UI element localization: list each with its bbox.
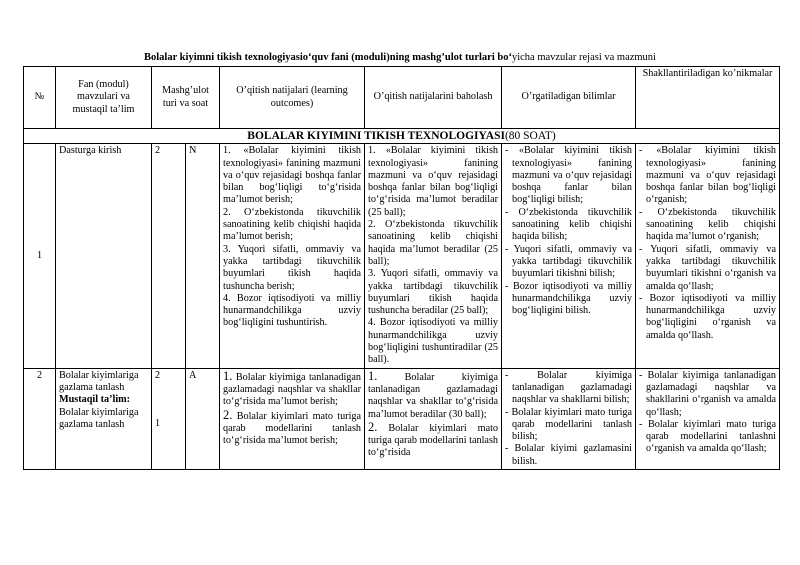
independent-study-label: Mustaqil ta’lim: xyxy=(59,394,131,406)
assessment-item: 1. Bolalar kiyimiga tanlanadigan gazlamadagi naqshlar va shakllar to‘g‘risida ma’lumot beradilar (30 ball); xyxy=(368,368,499,420)
section-row xyxy=(24,129,780,144)
document-title xyxy=(0,52,800,63)
row-topic xyxy=(56,368,152,469)
table-header-row xyxy=(24,67,780,129)
knowledge-item: - Bolalar kiyimi gazlamasini bilish. xyxy=(505,443,633,467)
document-title-bold: Bolalar kiyimni tikish texnologiyasiо‘quv fani (moduli)ning mashg’ulot turlari bo‘ xyxy=(144,52,512,63)
header-assessment: O’qitish natijalarini baholash xyxy=(365,67,502,129)
row-number: 1 xyxy=(24,144,56,368)
skill-item: - Yuqori sifatli, ommaviy va yakka tartibdagi tikuvchilik buyumlari tikishni o‘rganish va amalda qo‘llash; xyxy=(639,243,777,292)
knowledge-item: - Bolalar kiyimiga tanlanadigan gazlamadagi naqshlar va shakllarni bilish; xyxy=(505,369,633,406)
assessment-item: 1. «Bolalar kiyimini tikish texnologiyasi» fanining mazmuni va o‘quv rejasidagi boshqa fanlar bilan bog‘liqligi to‘g‘risida ma’lumot beradilar (25 ball); xyxy=(368,145,499,218)
row-topic-title: Bolalar kiyimlariga gazlama tanlash xyxy=(59,369,139,393)
row-hours-independent: 1 xyxy=(155,417,161,429)
row-knowledge xyxy=(502,368,636,469)
row-hours: 2 1 xyxy=(152,368,186,469)
skill-item: - «Bolalar kiyimini tikish texnologiyasi» fanining mazmuni va o‘quv rejasidagi boshqa fanlar bilan bog‘liqligi o‘rganish; xyxy=(639,145,777,206)
header-skills: Shakllantiriladigan ko’nikmalar xyxy=(636,67,780,129)
assessment-item: 4. Bozor iqtisodiyoti va milliy hunarmandchilikga uzviy bog‘liqligini tushuntiradilar (25 ball). xyxy=(368,317,499,366)
section-title-bold: BOLALAR KIYIMINI TIKISH TEXNOLOGIYASI xyxy=(247,130,505,142)
row-knowledge xyxy=(502,144,636,368)
row-hours: 2 xyxy=(152,144,186,368)
assessment-item: 2. O‘zbekistonda tikuvchilik sanoatining kelib chiqishi haqida ma’lumot beradilar (25 ball); xyxy=(368,219,499,267)
skill-item: - Bozor iqtisodiyoti va milliy hunarmandchilikga uzviy bog‘liqligini o‘rganish va amalda qo‘llash. xyxy=(639,292,777,341)
knowledge-item: - «Bolalar kiyimini tikish texnologiyasi» fanining mazmuni va o‘quv rejasidagi boshqa fanlar bilan bog‘liqligi bilish; xyxy=(505,145,633,206)
assessment-item: 3. Yuqori sifatli, ommaviy va yakka tartibdagi tikuvchilik buyumlari tikish haqida tushuncha beradilar (25 ball); xyxy=(368,268,499,317)
independent-study-topic: Bolalar kiyimlariga gazlama tanlash xyxy=(59,406,139,430)
document-title-rest: yicha mavzular rejasi va mazmuni xyxy=(511,52,656,63)
outcome-item: 2. Bolalar kiyimlari mato turiga qarab modellarini tanlash to‘g‘risida ma’lumot berish; xyxy=(223,407,362,447)
knowledge-item: - Bozor iqtisodiyoti va milliy hunarmandchilikga uzviy bog‘liqligini bilish. xyxy=(505,280,633,317)
row-type: A xyxy=(186,368,220,469)
header-topics: Fan (modul) mavzulari va mustaqil ta’lim xyxy=(56,67,152,129)
outcome-item: 3. Yuqori sifatli, ommaviy va yakka tartibdagi tikuvchilik buyumlari tikish haqida tushuncha berish; xyxy=(223,243,362,292)
row-type: N xyxy=(186,144,220,368)
header-lesson-type: Mashg’ulot turi va soat xyxy=(152,67,220,129)
header-outcomes: O’qitish natijalari (learning outcomes) xyxy=(220,67,365,129)
table-row xyxy=(24,368,780,469)
skill-item: - Bolalar kiyimlari mato turiga qarab modellarini tanlashni o‘rganish va amalda qo‘llash; xyxy=(639,418,777,455)
section-title-rest: (80 SOAT) xyxy=(504,130,556,142)
row-assessment xyxy=(365,144,502,368)
row-number: 2 xyxy=(24,368,56,469)
skill-item: - Bolalar kiyimiga tanlanadigan gazlamadagi naqshlar va shakllarini o‘rganish va amalda qo‘llash; xyxy=(639,369,777,418)
knowledge-item: - O‘zbekistonda tikuvchilik sanoatining kelib chiqishi haqida bilish; xyxy=(505,206,633,243)
knowledge-item: - Bolalar kiyimlari mato turiga qarab modellarini tanlash bilish; xyxy=(505,406,633,443)
skill-item: - O‘zbekistonda tikuvchilik sanoatining kelib chiqishi haqida ma’lumot o‘rganish; xyxy=(639,206,777,243)
topics-table xyxy=(23,66,780,470)
row-outcomes xyxy=(220,368,365,469)
header-knowledge: O’rgatiladigan bilimlar xyxy=(502,67,636,129)
outcome-item: 2. O‘zbekistonda tikuvchilik sanoatining kelib chiqishi haqida ma’lumot berish; xyxy=(223,206,362,243)
table-row xyxy=(24,144,780,368)
row-skills xyxy=(636,144,780,368)
outcome-item: 1. «Bolalar kiyimini tikish texnologiyasi» fanining mazmuni va o‘quv rejasidagi boshqa fanlar bilan bog‘liqligi to‘g‘risida ma’lumot berish; xyxy=(223,145,362,206)
row-topic: Dasturga kirish xyxy=(56,144,152,368)
section-title xyxy=(24,129,780,144)
outcome-item: 4. Bozor iqtisodiyoti va milliy hunarmandchilikga uzviy bog‘liqligini tushuntirish. xyxy=(223,292,362,329)
knowledge-item: - Yuqori sifatli, ommaviy va yakka tartibdagi tikuvchilik buyumlari tikishni bilish; xyxy=(505,243,633,280)
row-outcomes xyxy=(220,144,365,368)
row-skills xyxy=(636,368,780,469)
row-assessment xyxy=(365,368,502,469)
header-num: № xyxy=(24,67,56,129)
assessment-item: 2. Bolalar kiyimlari mato turiga qarab modellarini tanlash to‘g‘risida xyxy=(368,419,499,459)
outcome-item: 1. Bolalar kiyimiga tanlanadigan gazlamadagi naqshlar va shakllar to‘g‘risida ma’lumot berish; xyxy=(223,368,362,408)
